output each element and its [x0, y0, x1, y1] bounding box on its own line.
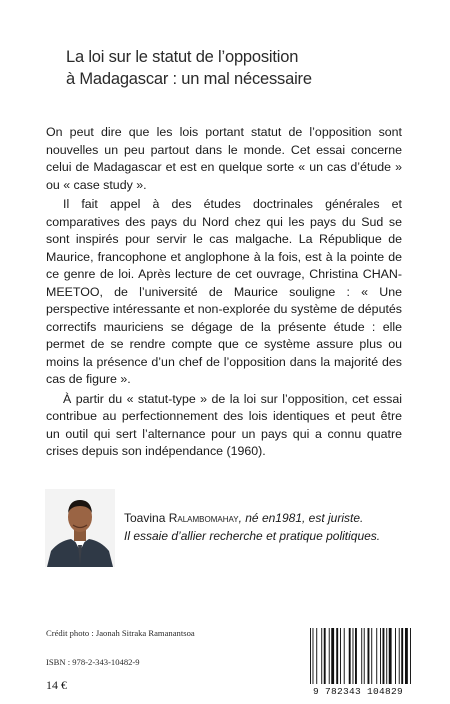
author-first-name: Toavina [124, 511, 166, 525]
author-portrait-image [45, 489, 115, 567]
barcode-digits: 9 782343 104829 [312, 686, 403, 697]
author-last-name: Ralambomahay [168, 511, 239, 525]
summary-paragraph-2: Il fait appel à des études doctrinales générales et comparatives des pays du Nord chez qui les pays du Sud se sont inspirés pour servir le cas malgache. La République de Maurice, francophone et anglophone à la fois, est à la pointe de ce genre de loi. Après lecture de cet ouvrage, Christina CHAN-MEETOO, de l’université de Maurice souligne : « Une perspective intéressante et non-explorée du système de députés correctifs mauriciens se dégage de la présente étude : elle permet de se rendre compte que ce système assure plus ou moins la présence d’un chef de l’opposition dans la majorité des cas de figure ». [46, 197, 402, 386]
author-bio [124, 509, 414, 545]
author-bio-text-1: , né en1981, est juriste. [238, 511, 364, 525]
book-title [66, 46, 396, 90]
author-photo [45, 489, 115, 567]
author-bio-line-2: Il essaie d’allier recherche et pratique politiques. [124, 529, 381, 543]
isbn: ISBN : 978-2-343-10482-9 [46, 657, 140, 667]
summary-paragraph-1: On peut dire que les lois portant statut de l’opposition sont nouvelles un peu partout dans le monde. Cet essai concerne celui de Madagascar et est en quelque sorte « un cas d’étude » ou « case study ». [46, 125, 402, 192]
author-bio-line-1 [124, 509, 414, 527]
title-line-1: La loi sur le statut de l’opposition [66, 48, 299, 66]
title-line-2: à Madagascar : un mal nécessaire [66, 70, 312, 88]
price: 14 € [46, 678, 67, 692]
back-cover-summary [46, 124, 402, 463]
summary-paragraph-3: À partir du « statut-type » de la loi sur l’opposition, cet essai contribue au perfectionnement des lois identiques et peut être un outil qui sert l’alternance pour un pays qui a connu quatre crises depuis son indépendance (1960). [46, 391, 402, 458]
photo-credit: Crédit photo : Jaonah Sitraka Ramanantsoa [46, 628, 195, 638]
